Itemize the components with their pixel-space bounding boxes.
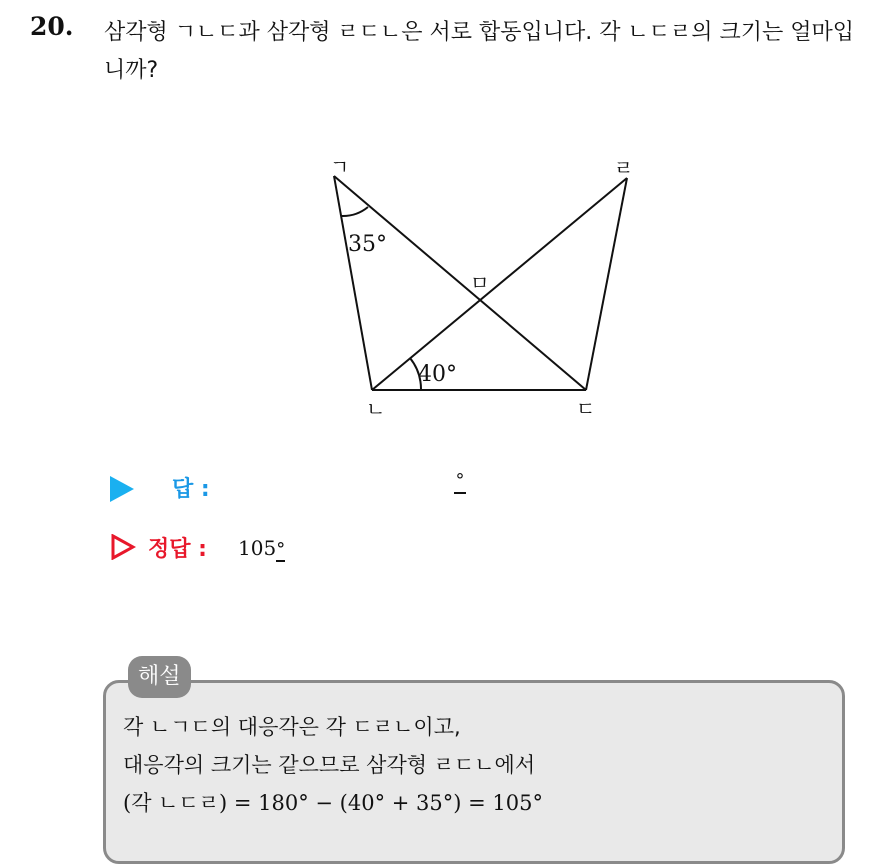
vertex-r-label: ㄹ [614,156,634,180]
question-number: 20. [30,12,74,41]
triangle-figure [300,150,660,420]
explanation-title: 해설 [128,656,191,698]
correct-answer-label: 정답 : [148,537,207,562]
correct-answer-degree: ° [276,539,286,560]
angle-top-label: 35° [348,232,387,257]
angle-arc-top [341,207,368,216]
vertex-g-label: ㄱ [330,155,350,179]
edge-r-d [586,178,627,390]
triangle-outline-icon [110,534,136,560]
question-text: 삼각형 ㄱㄴㄷ과 삼각형 ㄹㄷㄴ은 서로 합동입니다. 각 ㄴㄷㄹ의 크기는 얼마입니까? [104,20,854,83]
vertex-m-label: ㅁ [470,271,490,295]
answer-label: 답 : [172,477,210,502]
edge-g-d [334,176,586,390]
correct-answer-number: 105 [238,536,277,560]
explanation-line-3: (각 ㄴㄷㄹ) = 180° − (40° + 35°) = 105° [123,791,543,815]
vertex-n-label: ㄴ [366,397,386,420]
correct-answer-value [238,536,285,560]
triangle-filled-icon [110,476,134,502]
answer-blank[interactable]: ° [454,470,466,494]
explanation-line-1: 각 ㄴㄱㄷ의 대응각은 각 ㄷㄹㄴ이고, [123,715,461,739]
explanation-line-2: 대응각의 크기는 같으므로 삼각형 ㄹㄷㄴ에서 [123,753,536,777]
angle-bottom-label: 40° [418,362,457,387]
explanation-text [123,708,543,822]
vertex-d-label: ㄷ [576,397,596,420]
